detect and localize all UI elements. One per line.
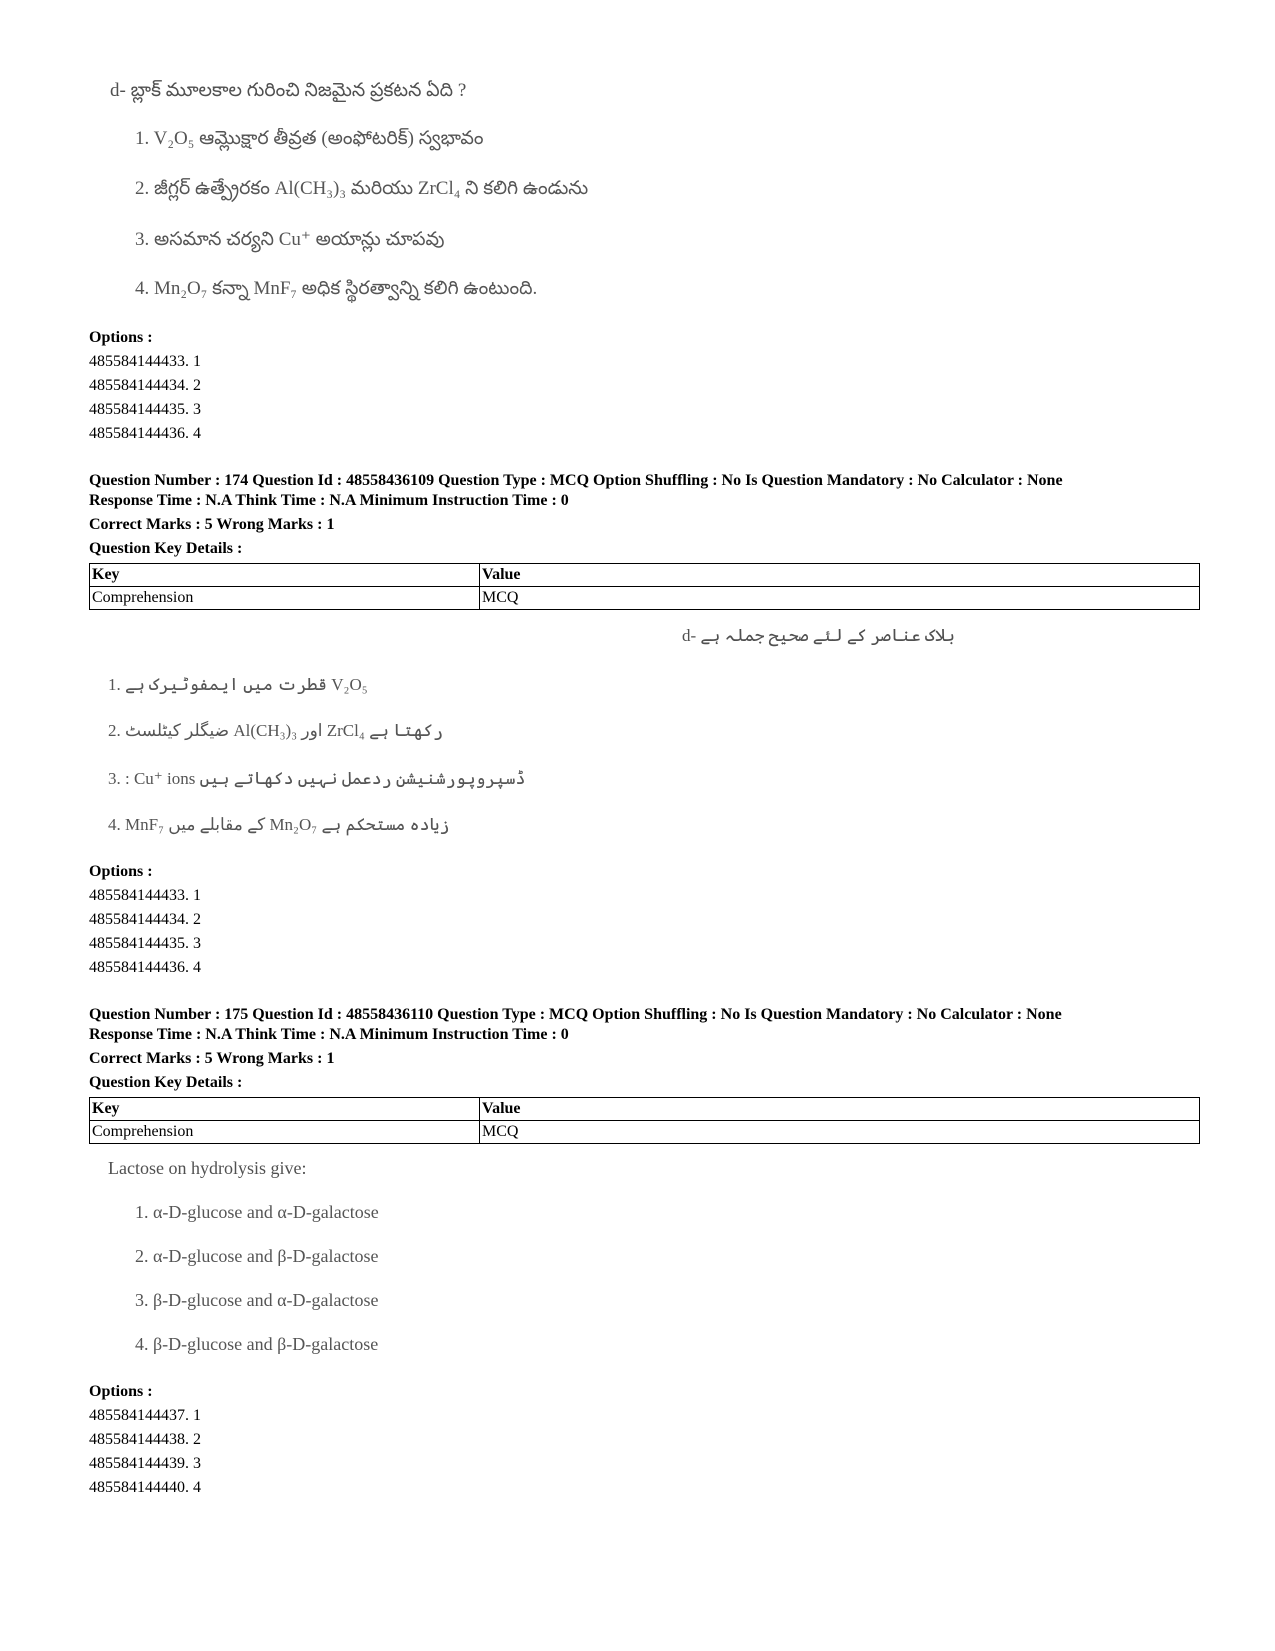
table-cell-value: MCQ <box>480 1121 1200 1144</box>
key-details-label: Question Key Details : <box>89 540 243 557</box>
choice-2: 2. α-D-glucose and β-D-galactose <box>135 1246 379 1266</box>
option-item: 485584144436. 4 <box>89 959 201 976</box>
option-item: 485584144436. 4 <box>89 425 201 442</box>
key-details-table <box>89 1097 1200 1144</box>
options-label: Options : <box>89 329 153 346</box>
question-header <box>89 1005 1062 1045</box>
choice-1: 1. α-D-glucose and α-D-galactose <box>135 1202 379 1222</box>
table-cell-value: MCQ <box>480 587 1200 610</box>
table-header-value: Value <box>480 564 1200 587</box>
table-row <box>90 1121 1200 1144</box>
option-item: 485584144433. 1 <box>89 887 201 904</box>
question-header-line2: Response Time : N.A Think Time : N.A Minimum Instruction Time : 0 <box>89 492 569 509</box>
question-header-line2: Response Time : N.A Think Time : N.A Minimum Instruction Time : 0 <box>89 1026 569 1043</box>
question-image-text: d- బ్లాక్ మూలకాల గురించి నిజమైన ప్రకటన ఏది ? <box>110 80 467 101</box>
options-list <box>89 350 201 446</box>
option-item: 485584144434. 2 <box>89 377 201 394</box>
table-header-row <box>90 564 1200 587</box>
table-cell-key: Comprehension <box>90 1121 480 1144</box>
marks-line: Correct Marks : 5 Wrong Marks : 1 <box>89 1050 335 1067</box>
choice-2: 2. జీగ్లర్ ఉత్ప్రేరకం Al(CH₃)₃ మరియు ZrCl₄ ని కలిగి ఉండును <box>135 178 589 199</box>
question-image-text: d- بلاک عناصر کے لئے صحیح جملہ ہے <box>681 626 955 645</box>
options-label: Options : <box>89 1383 153 1400</box>
choice-3: 3. β-D-glucose and α-D-galactose <box>135 1290 379 1310</box>
table-header-key: Key <box>90 564 480 587</box>
question-header-line1: Question Number : 175 Question Id : 48558436110 Question Type : MCQ Option Shuffling : No Is Question Mandatory : No Calculator : None <box>89 1006 1062 1023</box>
table-cell-key: Comprehension <box>90 587 480 610</box>
choice-1: 1. V₂O₅ ఆమ్లొక్షార తీవ్రత (అంఫోటరిక్) స్వభావం <box>135 128 484 149</box>
option-item: 485584144435. 3 <box>89 401 201 418</box>
options-list <box>89 1404 201 1500</box>
option-item: 485584144435. 3 <box>89 935 201 952</box>
options-label: Options : <box>89 863 153 880</box>
table-header-row <box>90 1098 1200 1121</box>
choice-4: 4. β-D-glucose and β-D-galactose <box>135 1334 379 1354</box>
option-item: 485584144439. 3 <box>89 1455 201 1472</box>
choice-3: 3. అసమాన చర్యని Cu⁺ అయాన్లు చూపవు <box>135 229 445 250</box>
choice-4: 4. Mn₂O₇ కన్నా MnF₇ అధిక స్థిరత్వాన్ని కలిగి ఉంటుంది. <box>135 278 538 299</box>
option-item: 485584144434. 2 <box>89 911 201 928</box>
options-list <box>89 884 201 980</box>
marks-line: Correct Marks : 5 Wrong Marks : 1 <box>89 516 335 533</box>
option-item: 485584144433. 1 <box>89 353 201 370</box>
key-details-table <box>89 563 1200 610</box>
question-header <box>89 471 1063 511</box>
question-image-text: Lactose on hydrolysis give: <box>108 1158 307 1178</box>
key-details-label: Question Key Details : <box>89 1074 243 1091</box>
question-header-line1: Question Number : 174 Question Id : 48558436109 Question Type : MCQ Option Shuffling : No Is Question Mandatory : No Calculator : None <box>89 472 1063 489</box>
choice-2: 2. ضیگلر کیٹلسٹ Al(CH₃)₃ اور ZrCl₄ رکھتا ہے <box>108 721 444 740</box>
choice-3: 3. : Cu⁺ ions ڈسپروپورشنیشن ردعمل نہیں دکھاتے ہیں <box>108 769 526 788</box>
table-header-value: Value <box>480 1098 1200 1121</box>
table-header-key: Key <box>90 1098 480 1121</box>
option-item: 485584144437. 1 <box>89 1407 201 1424</box>
choice-4: 4. MnF₇ کے مقابلے میں Mn₂O₇ زیادہ مستحکم ہے <box>108 815 450 834</box>
option-item: 485584144440. 4 <box>89 1479 201 1496</box>
table-row <box>90 587 1200 610</box>
option-item: 485584144438. 2 <box>89 1431 201 1448</box>
choice-1: 1. قطرت میں ایمفوٹیرک ہے V₂O₅ <box>108 675 368 694</box>
